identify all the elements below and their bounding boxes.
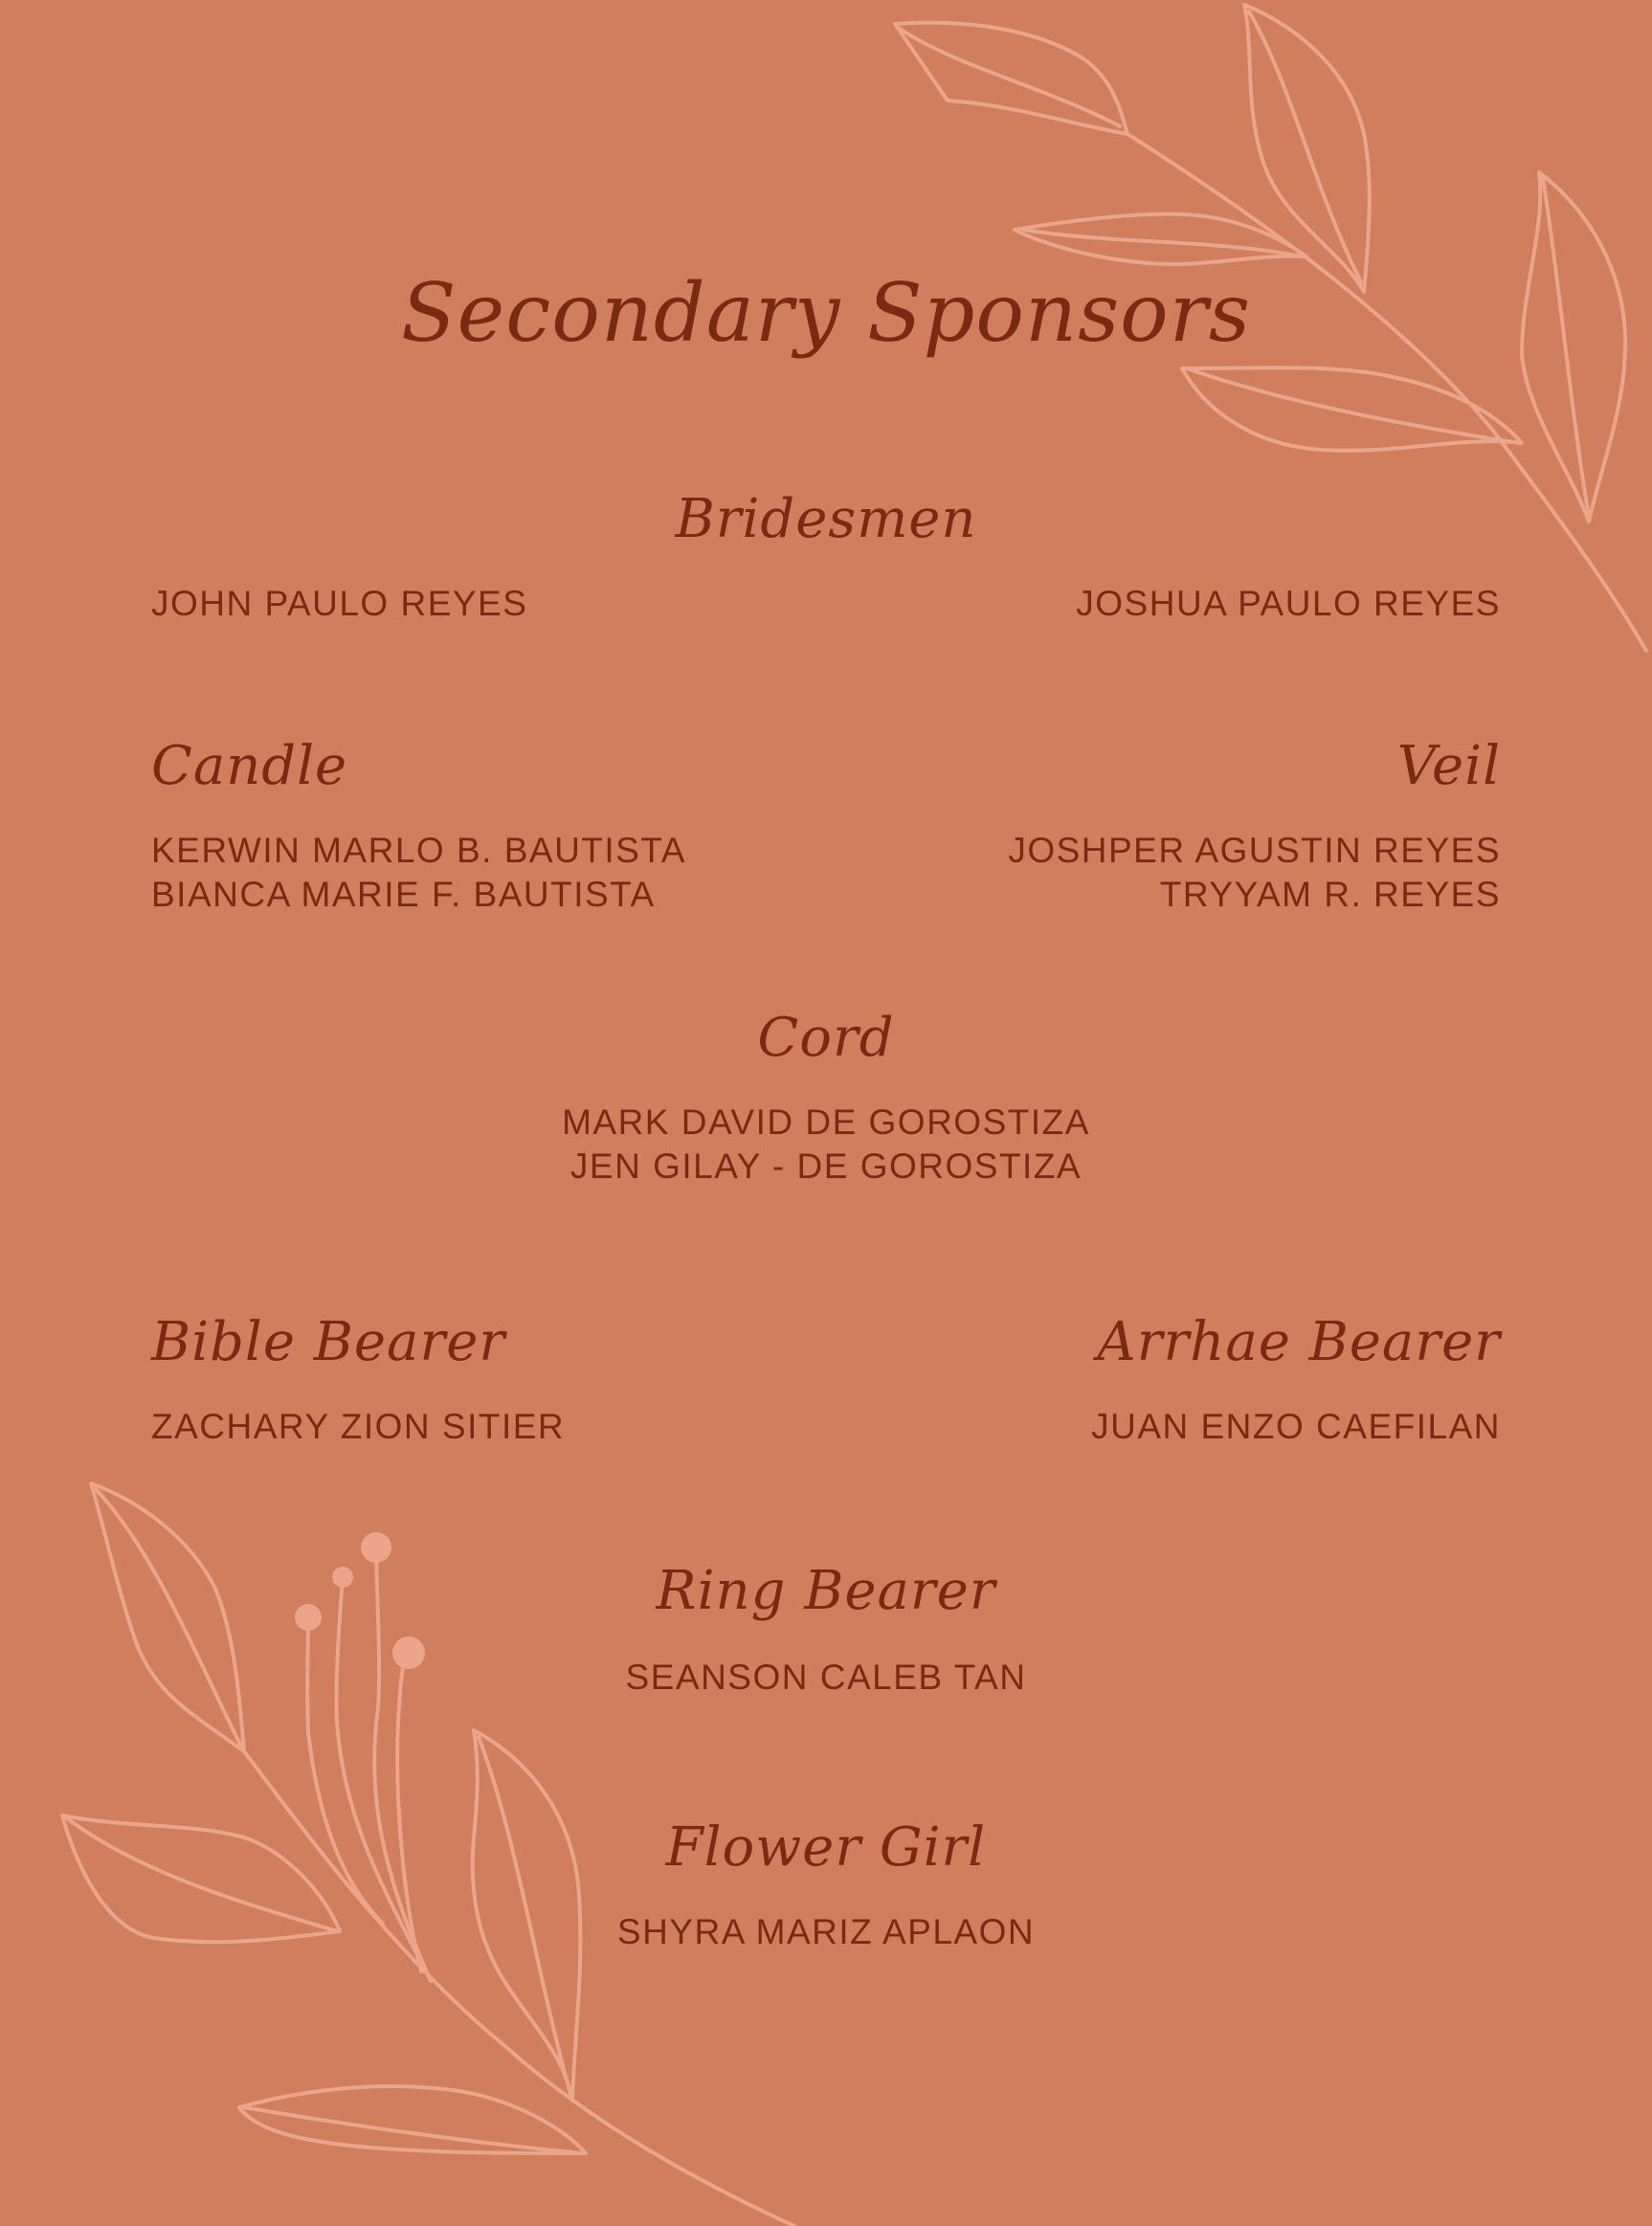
arrhae-bearer-name: JUAN ENZO CAEFILAN	[1091, 1407, 1501, 1446]
heading-arrhae-bearer: Arrhae Bearer	[1097, 1311, 1501, 1373]
heading-bible-bearer: Bible Bearer	[151, 1311, 506, 1373]
bridesmen-right-name: JOSHUA PAULO REYES	[1076, 584, 1501, 623]
heading-candle: Candle	[151, 735, 348, 797]
bible-bearer-name: ZACHARY ZION SITIER	[151, 1407, 566, 1446]
flower-girl-names	[0, 1910, 1652, 1954]
ring-bearer-name: SEANSON CALEB TAN	[625, 1658, 1027, 1697]
arrhae-bearer-names	[1091, 1405, 1501, 1449]
bible-bearer-names	[151, 1405, 565, 1449]
candle-names	[151, 829, 686, 917]
flower-girl-name: SHYRA MARIZ APLAON	[616, 1912, 1036, 1951]
veil-name: TRYYAM R. REYES	[1159, 875, 1501, 914]
bridesmen-left-name: JOHN PAULO REYES	[151, 584, 528, 623]
ring-bearer-names	[0, 1656, 1652, 1700]
heading-flower-girl: Flower Girl	[665, 1816, 987, 1879]
veil-name: JOSHPER AGUSTIN REYES	[1008, 831, 1501, 870]
cord-name: JEN GILAY - DE GOROSTIZA	[569, 1146, 1083, 1186]
cord-names	[0, 1101, 1652, 1189]
page-title: Secondary Sponsors	[400, 266, 1252, 360]
veil-names	[1008, 829, 1501, 917]
heading-bridesmen: Bridesmen	[675, 488, 977, 550]
candle-name: KERWIN MARLO B. BAUTISTA	[151, 831, 686, 870]
heading-veil: Veil	[1396, 735, 1501, 797]
cord-name: MARK DAVID DE GOROSTIZA	[562, 1102, 1090, 1142]
heading-cord: Cord	[757, 1007, 895, 1069]
heading-ring-bearer: Ring Bearer	[656, 1560, 996, 1622]
candle-name: BIANCA MARIE F. BAUTISTA	[151, 875, 656, 914]
